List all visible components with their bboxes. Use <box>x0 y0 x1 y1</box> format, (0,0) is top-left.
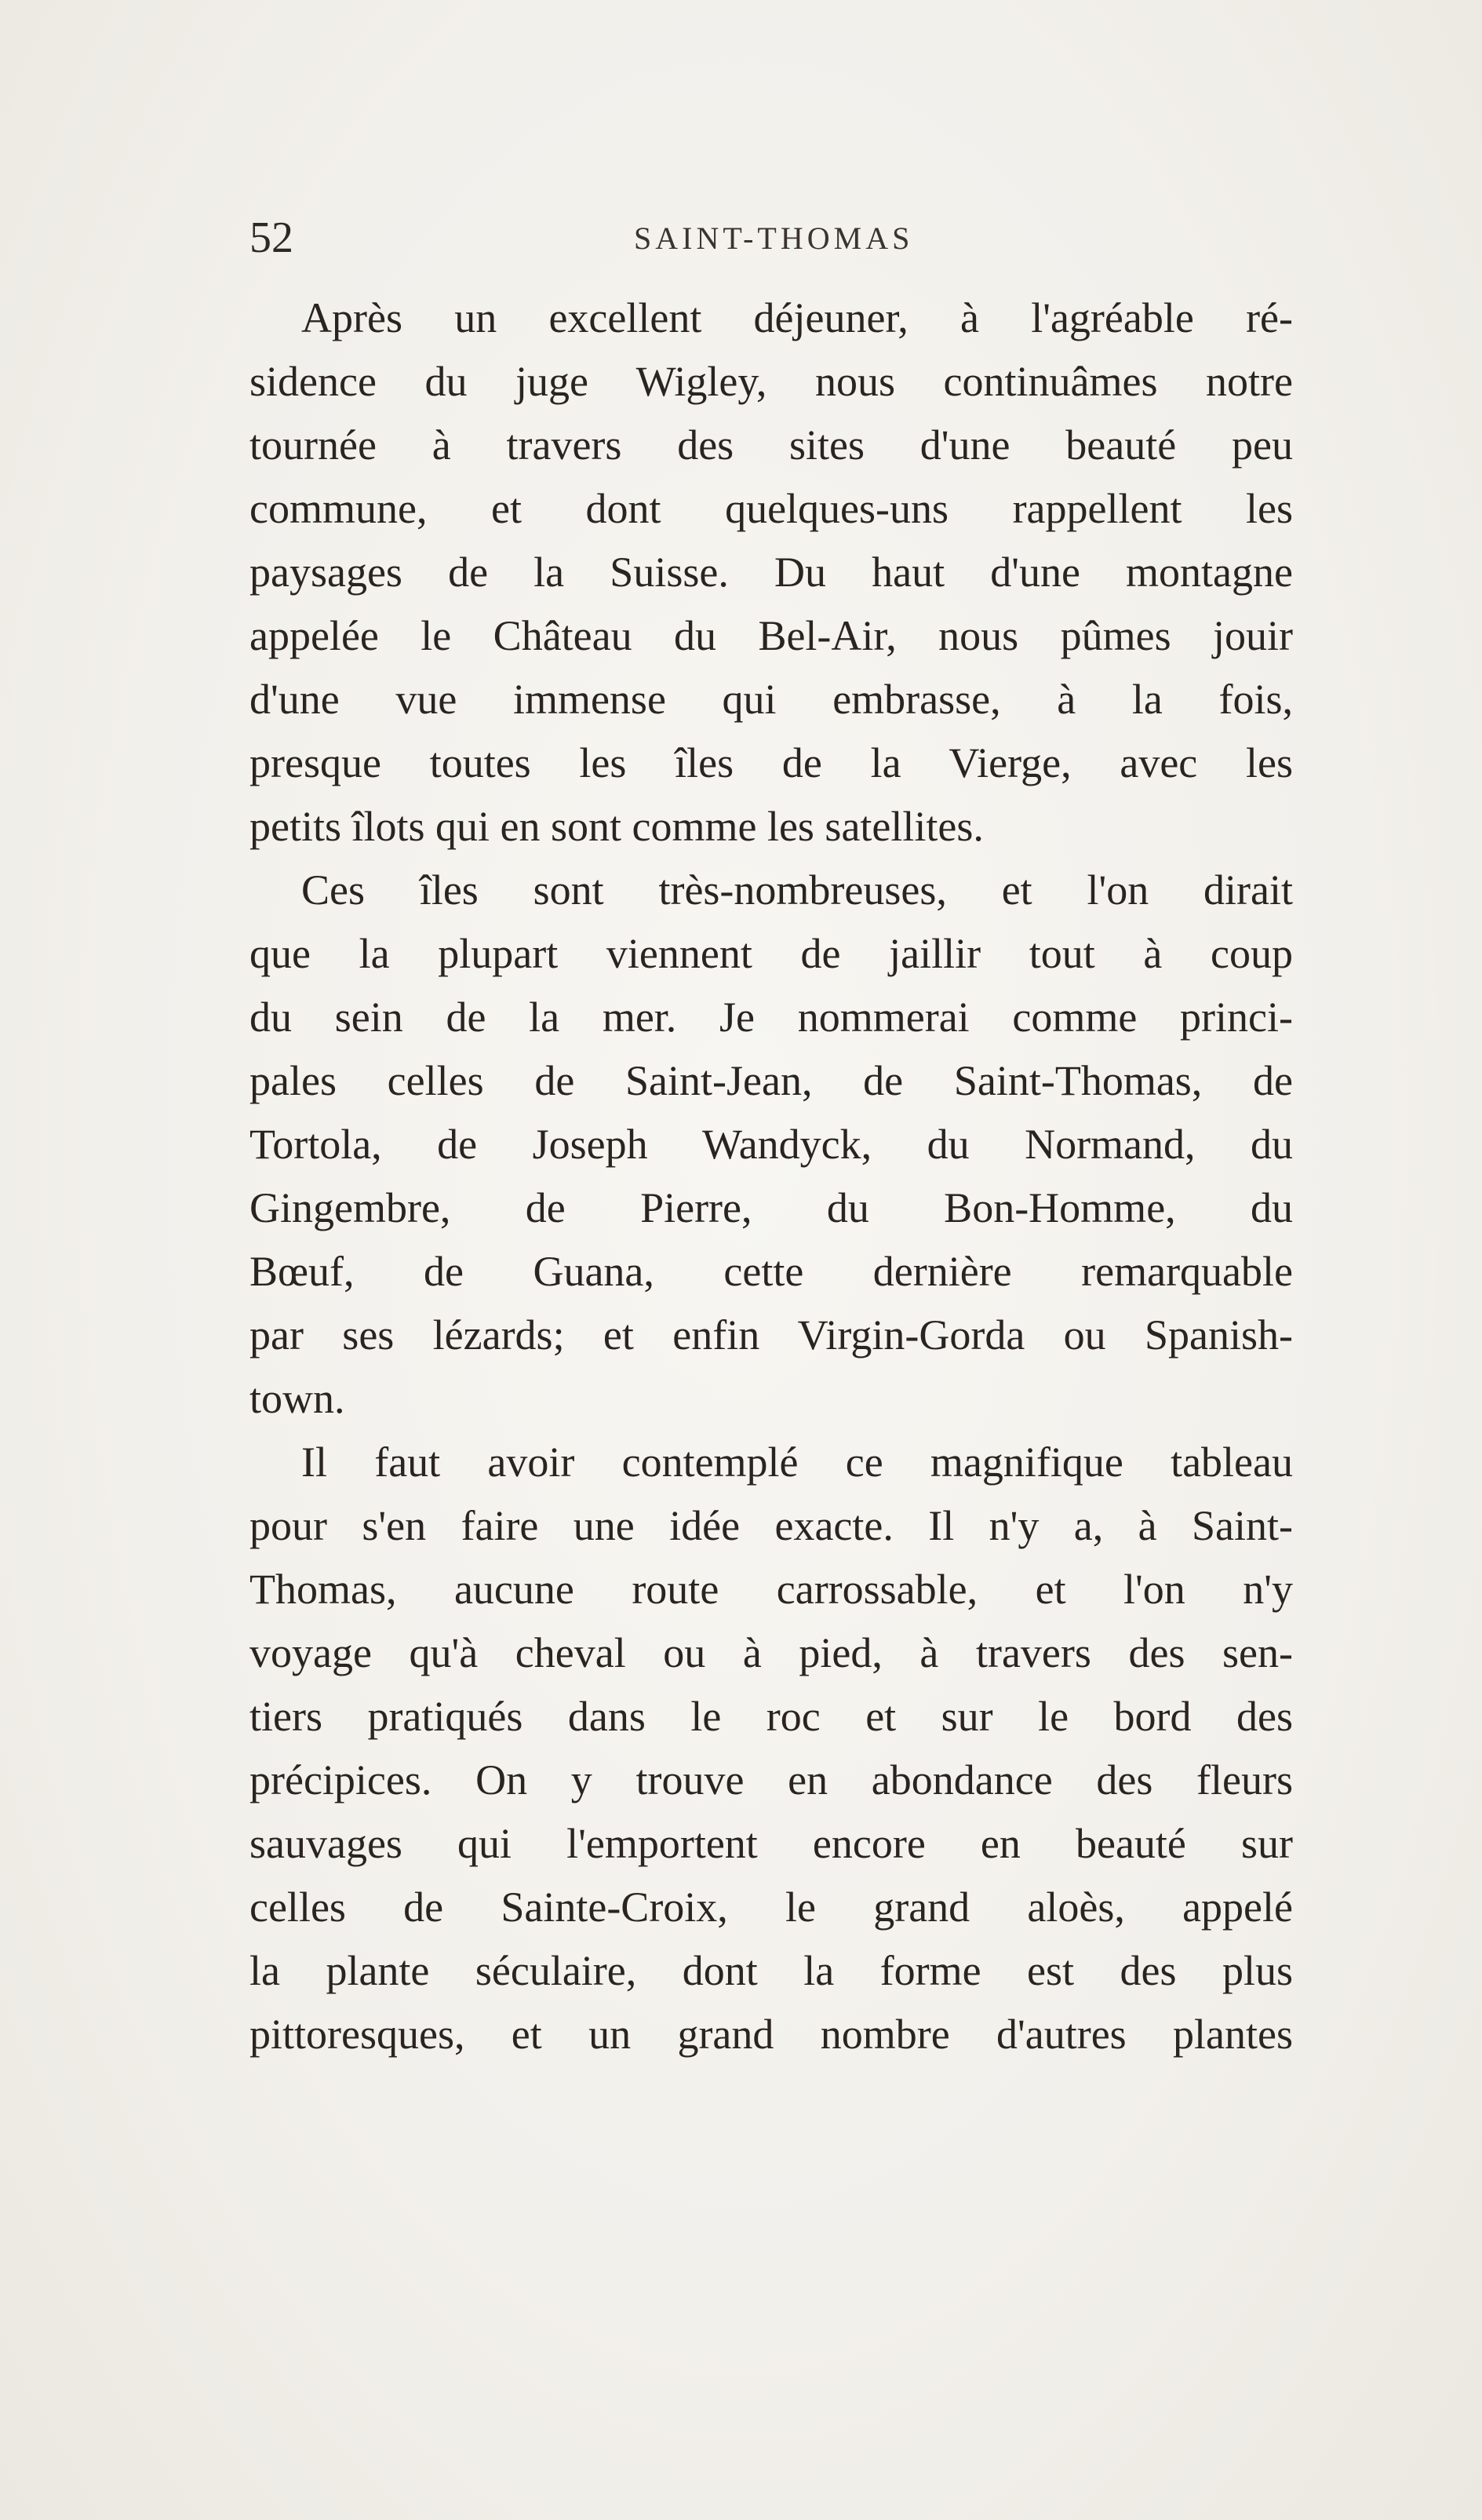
paragraph-3-line-1: Il faut avoir contemplé ce magnifique tableau <box>301 1439 1293 1486</box>
body-text <box>249 286 1293 2066</box>
paragraph-3-line-8: celles de Sainte-Croix, le grand aloès, appelé <box>249 1884 1293 1931</box>
paragraph-1-line-2: sidence du juge Wigley, nous continuâmes notre <box>249 358 1293 405</box>
paragraph-2-line-8: par ses lézards; et enfin Virgin-Gorda ou Spanish- <box>249 1311 1293 1358</box>
paragraph-3-line-6: précipices. On y trouve en abondance des fleurs <box>249 1756 1293 1803</box>
paragraph-2-line-7: Bœuf, de Guana, cette dernière remarquable <box>249 1248 1293 1295</box>
paragraph-2-line-5: Tortola, de Joseph Wandyck, du Normand, du <box>249 1121 1293 1168</box>
paragraph-1-line-5: paysages de la Suisse. Du haut d'une montagne <box>249 549 1293 596</box>
paragraph-1-line-3: tournée à travers des sites d'une beauté peu <box>249 421 1293 469</box>
paragraph-3-line-9: la plante séculaire, dont la forme est des plus <box>249 1947 1293 1994</box>
paragraph-1-line-8: presque toutes les îles de la Vierge, avec les <box>249 739 1293 786</box>
paragraph-2-line-2: que la plupart viennent de jaillir tout à coup <box>249 930 1293 977</box>
paragraph-3-line-5: tiers pratiqués dans le roc et sur le bord des <box>249 1693 1293 1740</box>
paragraph-1-line-4: commune, et dont quelques-uns rappellent les <box>249 485 1293 532</box>
paragraph-2-line-3: du sein de la mer. Je nommerai comme princi- <box>249 994 1293 1041</box>
paragraph-3-line-10: pittoresques, et un grand nombre d'autres plantes <box>249 2011 1293 2058</box>
running-head <box>249 210 1293 265</box>
paragraph-3-line-7: sauvages qui l'emportent encore en beauté sur <box>249 1820 1293 1867</box>
paragraph-3-line-4: voyage qu'à cheval ou à pied, à travers des sen- <box>249 1629 1293 1676</box>
running-title: SAINT-THOMAS <box>634 221 914 256</box>
paragraph-2-line-1: Ces îles sont très-nombreuses, et l'on dirait <box>301 866 1293 914</box>
paragraph-2-line-9: town. <box>249 1375 345 1422</box>
paragraph-2-line-6: Gingembre, de Pierre, du Bon-Homme, du <box>249 1184 1293 1231</box>
paragraph-3-line-3: Thomas, aucune route carrossable, et l'on n'y <box>249 1566 1293 1613</box>
paragraph-1-line-1: Après un excellent déjeuner, à l'agréable ré- <box>301 294 1293 341</box>
page-number: 52 <box>249 213 293 262</box>
paragraph-1-line-7: d'une vue immense qui embrasse, à la fois, <box>249 676 1293 723</box>
paragraph-1-line-6: appelée le Château du Bel-Air, nous pûmes jouir <box>249 612 1293 659</box>
paragraph-1-line-9: petits îlots qui en sont comme les satellites. <box>249 803 984 850</box>
paragraph-2-line-4: pales celles de Saint-Jean, de Saint-Thomas, de <box>249 1057 1293 1104</box>
paragraph-3-line-2: pour s'en faire une idée exacte. Il n'y a, à Saint- <box>249 1502 1293 1549</box>
